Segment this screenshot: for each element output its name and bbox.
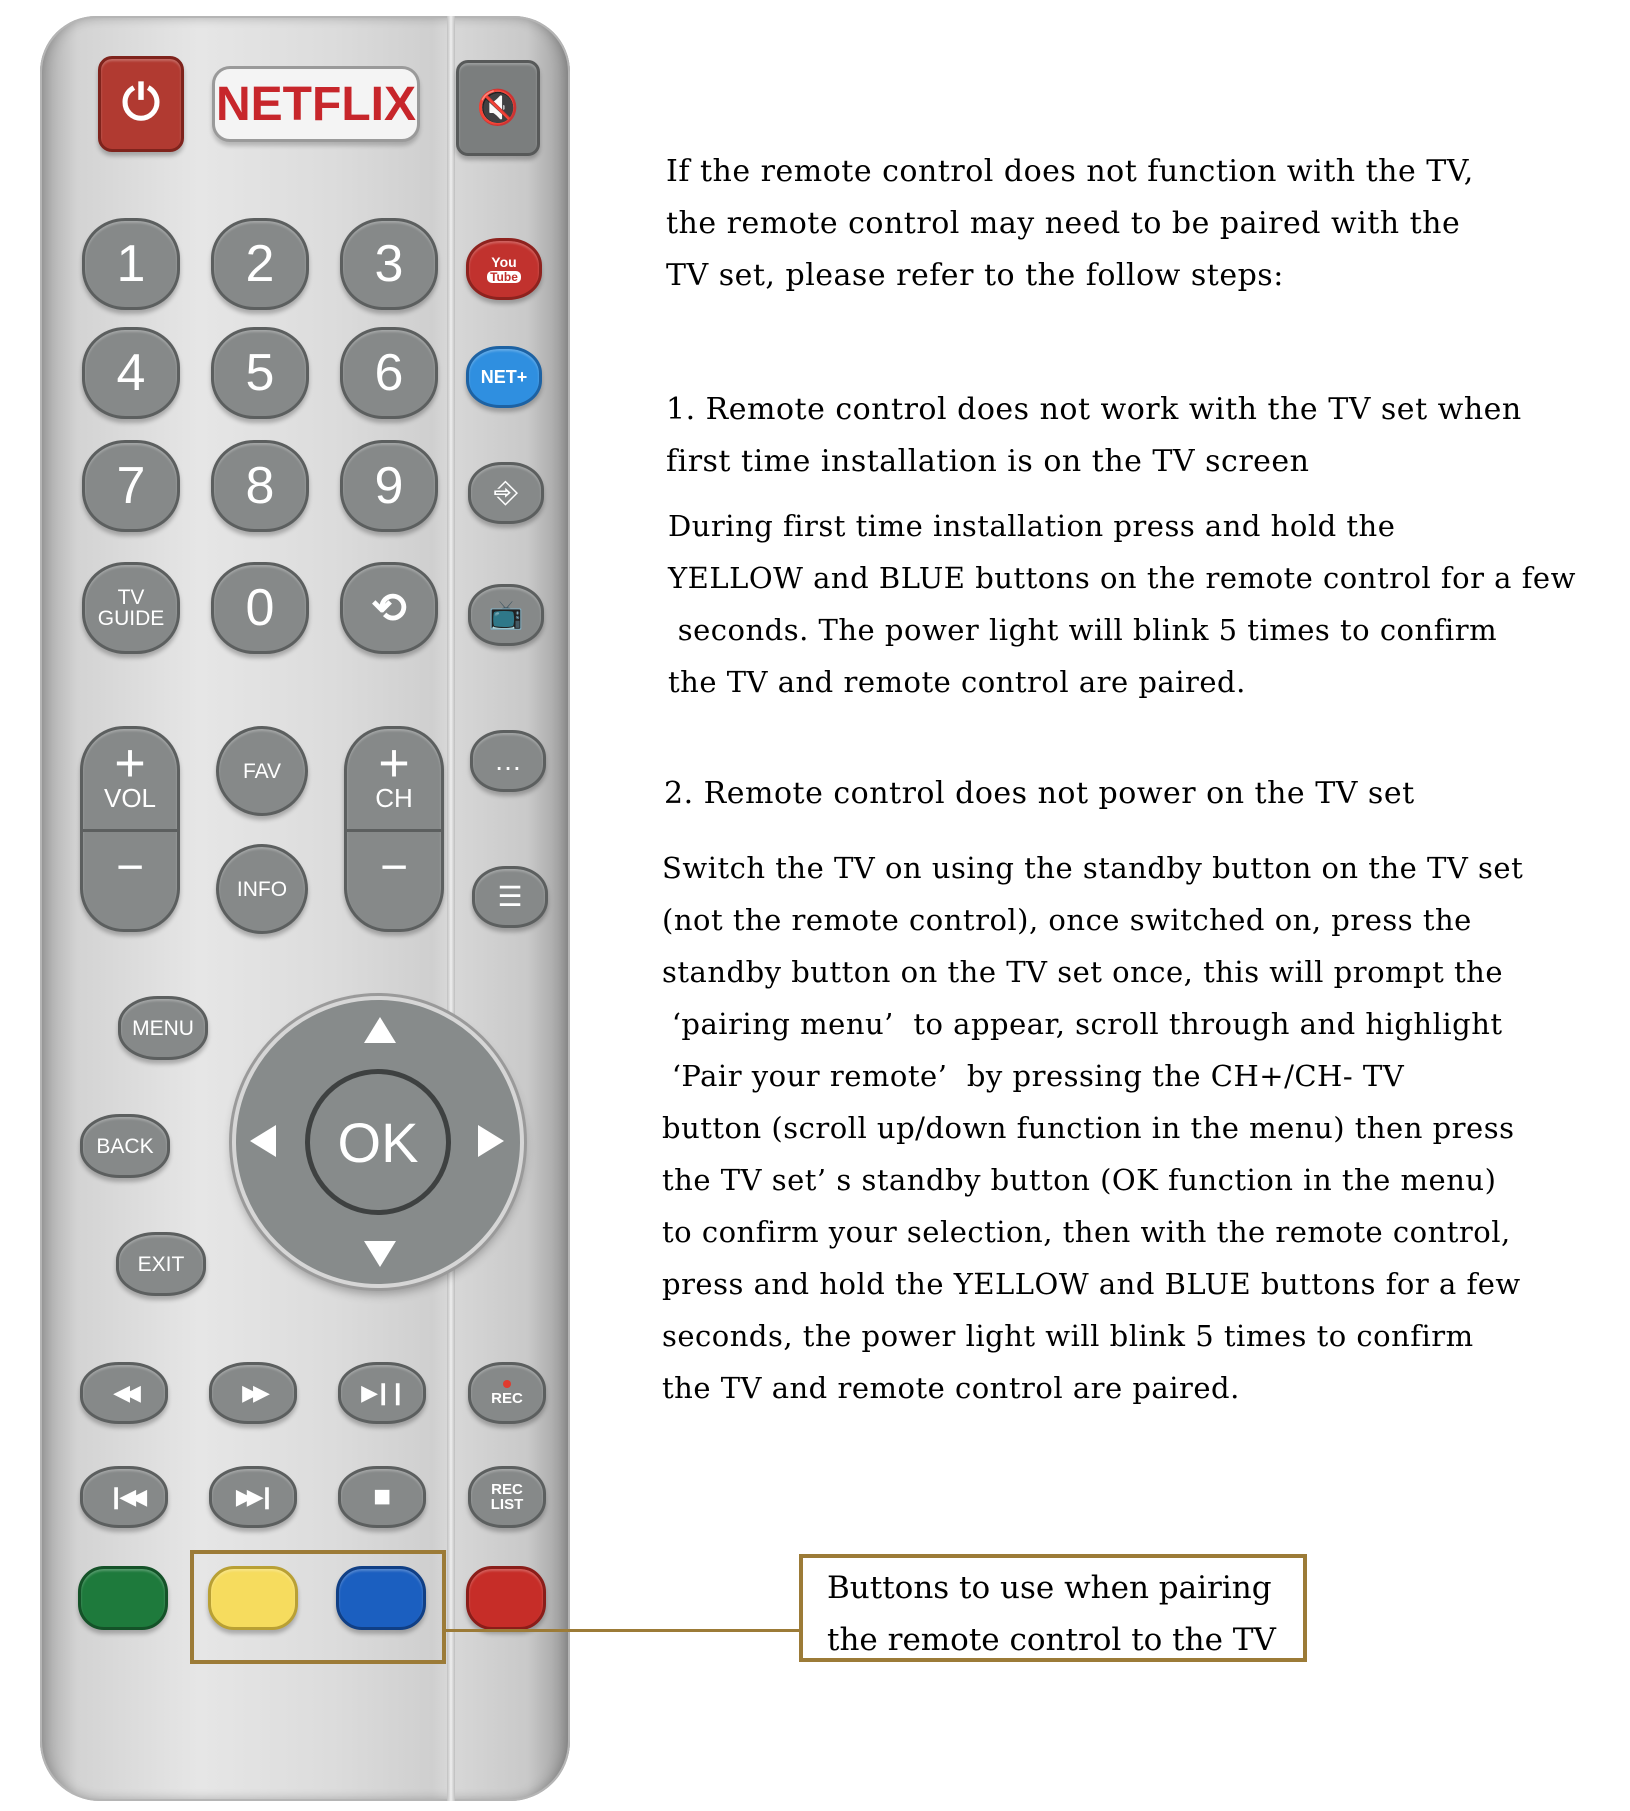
stop-button[interactable] (338, 1466, 426, 1528)
text-line: (not the remote control), once switched on, press the (662, 903, 1472, 937)
intro-paragraph (666, 146, 1474, 302)
tv-guide-button[interactable] (82, 562, 180, 654)
digit-label: 2 (245, 235, 275, 293)
channel-down-icon[interactable]: − (379, 841, 409, 894)
callout-line: Buttons to use when pairing (827, 1570, 1272, 1606)
play-pause-icon: ▶❙❙ (361, 1380, 403, 1405)
return-button[interactable] (340, 562, 438, 654)
digit-4-button[interactable] (82, 327, 180, 419)
digit-0-button[interactable] (211, 562, 309, 654)
exit-button[interactable] (116, 1232, 206, 1296)
channel-rocker[interactable] (344, 726, 444, 932)
netflix-button[interactable] (212, 66, 420, 142)
text-line: standby button on the TV set once, this will prompt the (662, 955, 1503, 989)
play-pause-button[interactable] (338, 1362, 426, 1424)
netflix-label: NETFLIX (216, 77, 416, 131)
info-button[interactable] (216, 844, 308, 934)
digit-6-button[interactable] (340, 327, 438, 419)
text-line: seconds, the power light will blink 5 times to confirm (662, 1319, 1474, 1353)
digit-2-button[interactable] (211, 218, 309, 310)
arrow-down-icon[interactable] (364, 1241, 396, 1267)
arrow-right-icon[interactable] (478, 1125, 504, 1157)
volume-up-icon[interactable]: + (114, 733, 146, 793)
step1-heading (666, 384, 1522, 488)
pairing-callout (799, 1554, 1307, 1662)
stop-icon: ■ (372, 1480, 392, 1513)
back-label: BACK (96, 1134, 154, 1158)
channel-up-icon[interactable]: + (378, 733, 410, 793)
ok-button[interactable] (305, 1069, 451, 1215)
digit-label: 9 (374, 457, 404, 515)
digit-5-button[interactable] (211, 327, 309, 419)
record-dot-icon (503, 1380, 511, 1388)
volume-label: VOL (103, 783, 157, 813)
exit-label: EXIT (137, 1252, 185, 1276)
step1-body (668, 500, 1576, 708)
pairing-buttons-highlight (190, 1550, 446, 1664)
text-line: 1. Remote control does not work with the TV set when (666, 392, 1522, 427)
net-plus-button[interactable] (466, 346, 542, 408)
rewind-icon: ◀◀ (113, 1380, 135, 1405)
subtitle-button[interactable] (470, 730, 546, 792)
digit-label: 6 (374, 344, 404, 402)
digit-label: 5 (245, 344, 275, 402)
previous-button[interactable] (80, 1466, 168, 1528)
fav-button[interactable] (216, 726, 308, 816)
remote-divider-line (447, 16, 455, 1801)
text-line: the remote control may need to be paired with the (666, 206, 1461, 241)
step2-heading (664, 768, 1415, 820)
source-button[interactable] (468, 462, 544, 524)
record-button[interactable] (468, 1362, 546, 1424)
fav-label: FAV (242, 759, 282, 783)
teletext-icon: ☰ (497, 881, 523, 912)
tv-icon: 📺 (488, 599, 524, 630)
youtube-label-bottom: Tube (487, 271, 521, 283)
text-line: YELLOW and BLUE buttons on the remote control for a few (668, 561, 1576, 595)
digit-1-button[interactable] (82, 218, 180, 310)
teletext-button[interactable] (472, 866, 548, 928)
digit-label: 4 (116, 344, 146, 402)
back-button[interactable] (80, 1114, 170, 1178)
arrow-left-icon[interactable] (250, 1125, 276, 1157)
subtitle-icon: … (494, 745, 522, 776)
digit-label: 3 (374, 235, 404, 293)
volume-rocker[interactable] (80, 726, 180, 932)
menu-label: MENU (132, 1016, 194, 1040)
text-line: If the remote control does not function with the TV, (666, 154, 1474, 189)
rocker-divider (347, 829, 441, 832)
arrow-up-icon[interactable] (364, 1017, 396, 1043)
power-button[interactable] (98, 56, 184, 152)
fast-forward-icon: ▶▶ (242, 1380, 264, 1405)
record-label: REC (491, 1390, 523, 1407)
previous-icon: ❙◀◀ (106, 1484, 142, 1509)
record-list-label-line1: REC (491, 1481, 523, 1498)
text-line: seconds. The power light will blink 5 times to confirm (668, 613, 1498, 647)
text-line: button (scroll up/down function in the menu) then press (662, 1111, 1515, 1145)
next-button[interactable] (209, 1466, 297, 1528)
text-line: the TV set’ s standby button (OK function in the menu) (662, 1163, 1497, 1197)
youtube-button[interactable] (466, 238, 542, 300)
rewind-button[interactable] (80, 1362, 168, 1424)
ok-label: OK (337, 1110, 419, 1174)
text-line: ‘pairing menu’ to appear, scroll through and highlight (662, 1007, 1503, 1041)
text-line: the TV and remote control are paired. (668, 665, 1246, 699)
volume-down-icon[interactable]: − (115, 841, 145, 894)
record-list-label-line2: LIST (490, 1496, 524, 1513)
digit-label: 0 (245, 579, 275, 637)
next-icon: ▶▶❙ (235, 1484, 271, 1509)
menu-button[interactable] (118, 996, 208, 1060)
callout-connector-line (446, 1629, 800, 1632)
text-line: press and hold the YELLOW and BLUE buttons for a few (662, 1267, 1521, 1301)
digit-9-button[interactable] (340, 440, 438, 532)
text-line: to confirm your selection, then with the remote control, (662, 1215, 1511, 1249)
power-icon: ⏻ (122, 77, 160, 130)
source-icon: ⎆ (494, 476, 518, 509)
channel-label: CH (375, 783, 413, 813)
text-line: ‘Pair your remote’ by pressing the CH+/CH- TV (662, 1059, 1405, 1093)
tv-guide-label-line1: TV (117, 586, 145, 609)
record-list-button[interactable] (468, 1466, 546, 1528)
text-line: During first time installation press and hold the (668, 509, 1396, 543)
tv-guide-label-line2: GUIDE (97, 607, 165, 630)
tv-button[interactable] (468, 584, 544, 646)
return-icon: ⟲ (371, 584, 407, 631)
digit-label: 1 (116, 235, 146, 293)
step2-body (662, 842, 1523, 1414)
mute-button[interactable] (456, 60, 540, 156)
text-line: the TV and remote control are paired. (662, 1371, 1240, 1405)
green-button[interactable] (78, 1566, 168, 1630)
digit-3-button[interactable] (340, 218, 438, 310)
red-button[interactable] (466, 1566, 546, 1630)
net-plus-label: NET+ (480, 367, 528, 387)
digit-label: 8 (245, 457, 275, 515)
text-line: first time installation is on the TV screen (666, 444, 1310, 479)
callout-line: the remote control to the TV (827, 1622, 1276, 1658)
digit-label: 7 (116, 457, 146, 515)
digit-8-button[interactable] (211, 440, 309, 532)
rocker-divider (83, 829, 177, 832)
fast-forward-button[interactable] (209, 1362, 297, 1424)
mute-icon: 🔇 (476, 89, 520, 127)
text-line: 2. Remote control does not power on the TV set (664, 776, 1415, 811)
info-label: INFO (236, 877, 288, 901)
text-line: TV set, please refer to the follow steps: (666, 258, 1284, 293)
youtube-label-top: You (491, 254, 517, 270)
text-line: Switch the TV on using the standby button on the TV set (662, 851, 1524, 885)
digit-7-button[interactable] (82, 440, 180, 532)
